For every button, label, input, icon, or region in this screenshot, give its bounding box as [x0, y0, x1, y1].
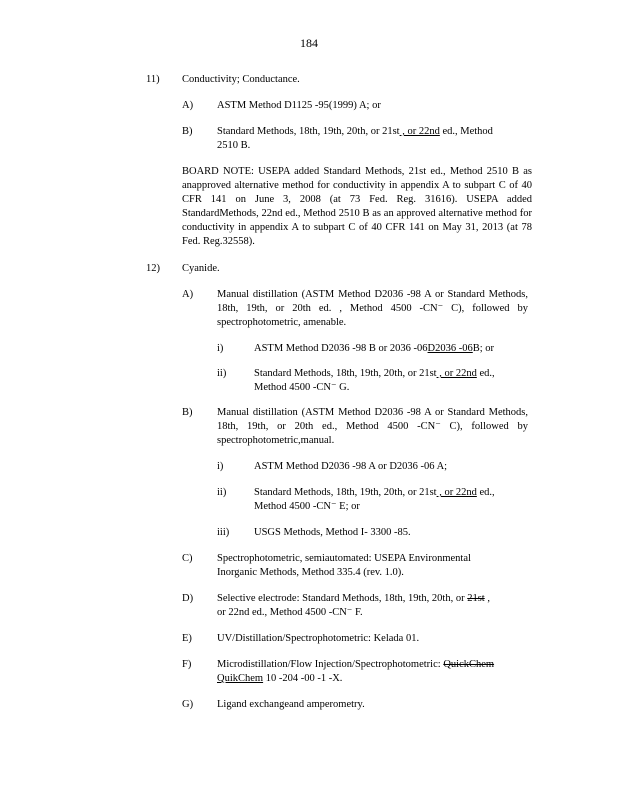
section-12-g-label: G) [182, 699, 194, 710]
section-12-d-line1 [217, 592, 490, 606]
text-run: Microdistillation/Flow Injection/Spectrophotometric: [217, 659, 444, 670]
section-11-a-text: ASTM Method D1125 -95(1999) A; or [217, 100, 381, 111]
section-12-b-i-text: ASTM Method D2036 -98 A or D2036 -06 A; [254, 461, 448, 472]
section-12-d-label: D) [182, 593, 194, 604]
section-12-b-ii-line2: Method 4500 -CN⁻ E; or [254, 501, 360, 512]
section-12-e-text: UV/Distillation/Spectrophotometric: Kelada 01. [217, 633, 420, 644]
section-12-a-i-label: i) [217, 343, 224, 354]
section-12-b-label: B) [182, 407, 193, 418]
board-note: BOARD NOTE: USEPA added Standard Methods, 21st ed., Method 2510 B as anapproved alternative method for conductivity in appendix A to subpart C of 40 CFR 141 on June 3, 2008 (at 73 Fed. Reg. 31616). USEPA added StandardMethods, 22nd ed., Method 2510 B as an approved alternative method for conductivity in appendix A to subpart C of 40 CFR 141 on May 31, 2013 (at 78 Fed. Reg.32558). [182, 166, 532, 247]
text-run: , [484, 593, 490, 604]
section-12-b-iii-text: USGS Methods, Method I- 3300 -85. [254, 527, 411, 538]
text-run: ed., Method [439, 126, 493, 137]
section-12-b-ii-label: ii) [217, 487, 227, 498]
section-12-number: 12) [146, 263, 160, 274]
section-11-b-line2: 2510 B. [217, 140, 251, 151]
section-12-b-text: Manual distillation (ASTM Method D2036 -98 A or Standard Methods, 18th, 19th, or 20th ed., Method 4500 -CN⁻ C), followed by spectrophotometric,manual. [217, 407, 528, 446]
text-run: ed., [476, 487, 495, 498]
section-12-c-line1: Spectrophotometric, semiautomated: USEPA Environmental [217, 553, 471, 564]
text-run: Standard Methods, 18th, 19th, 20th, or 21st [254, 368, 437, 379]
section-12-c-label: C) [182, 553, 193, 564]
page-number: 184 [300, 36, 318, 50]
section-11-a-label: A) [182, 100, 194, 111]
section-12-c-line2: Inorganic Methods, Method 335.4 (rev. 1.0). [217, 567, 404, 578]
section-12-title: Cyanide. [182, 263, 220, 274]
section-12-e-label: E) [182, 633, 192, 644]
inserted-text: , or 22nd [436, 487, 477, 498]
section-12-b-ii-line1 [254, 486, 495, 500]
section-11-title: Conductivity; Conductance. [182, 74, 300, 85]
text-run: Standard Methods, 18th, 19th, 20th, or 21st [217, 126, 400, 137]
text-run: 10 -204 -00 -1 -X. [263, 673, 343, 684]
section-12-f-line2 [217, 672, 342, 686]
section-12-a-ii-line1 [254, 367, 495, 381]
section-11-b-label: B) [182, 126, 193, 137]
section-12-a-ii-label: ii) [217, 368, 227, 379]
deleted-text: 21st [467, 593, 485, 604]
text-run: ed., [476, 368, 495, 379]
section-12-b-iii-label: iii) [217, 527, 230, 538]
text-run: B; or [472, 343, 495, 354]
inserted-text: D2036 -06 [427, 343, 473, 354]
inserted-text: , or 22nd [399, 126, 440, 137]
section-12-d-line2: or 22nd ed., Method 4500 -CN⁻ F. [217, 607, 363, 618]
section-12-a-i-text [254, 342, 494, 356]
section-12-b-i-label: i) [217, 461, 224, 472]
section-11-number: 11) [146, 74, 160, 85]
section-11-b-line1 [217, 125, 493, 139]
inserted-text: , or 22nd [436, 368, 477, 379]
text-run: Selective electrode: Standard Methods, 18th, 19th, 20th, or [217, 593, 468, 604]
text-run: Standard Methods, 18th, 19th, 20th, or 21st [254, 487, 437, 498]
text-run: ASTM Method D2036 -98 B or 2036 -06 [254, 343, 428, 354]
section-12-a-text: Manual distillation (ASTM Method D2036 -98 A or Standard Methods, 18th, 19th, or 20th ed. , Method 4500 -CN⁻ C), followed by spectrophotometric, amenable. [217, 289, 528, 328]
deleted-text: QuickChem [443, 659, 495, 670]
section-12-a-ii-line2: Method 4500 -CN⁻ G. [254, 382, 350, 393]
inserted-text: QuikChem [217, 673, 264, 684]
section-12-g-text: Ligand exchangeand amperometry. [217, 699, 365, 710]
section-12-f-label: F) [182, 659, 192, 670]
section-12-f-line1 [217, 658, 494, 672]
section-12-a-label: A) [182, 289, 194, 300]
